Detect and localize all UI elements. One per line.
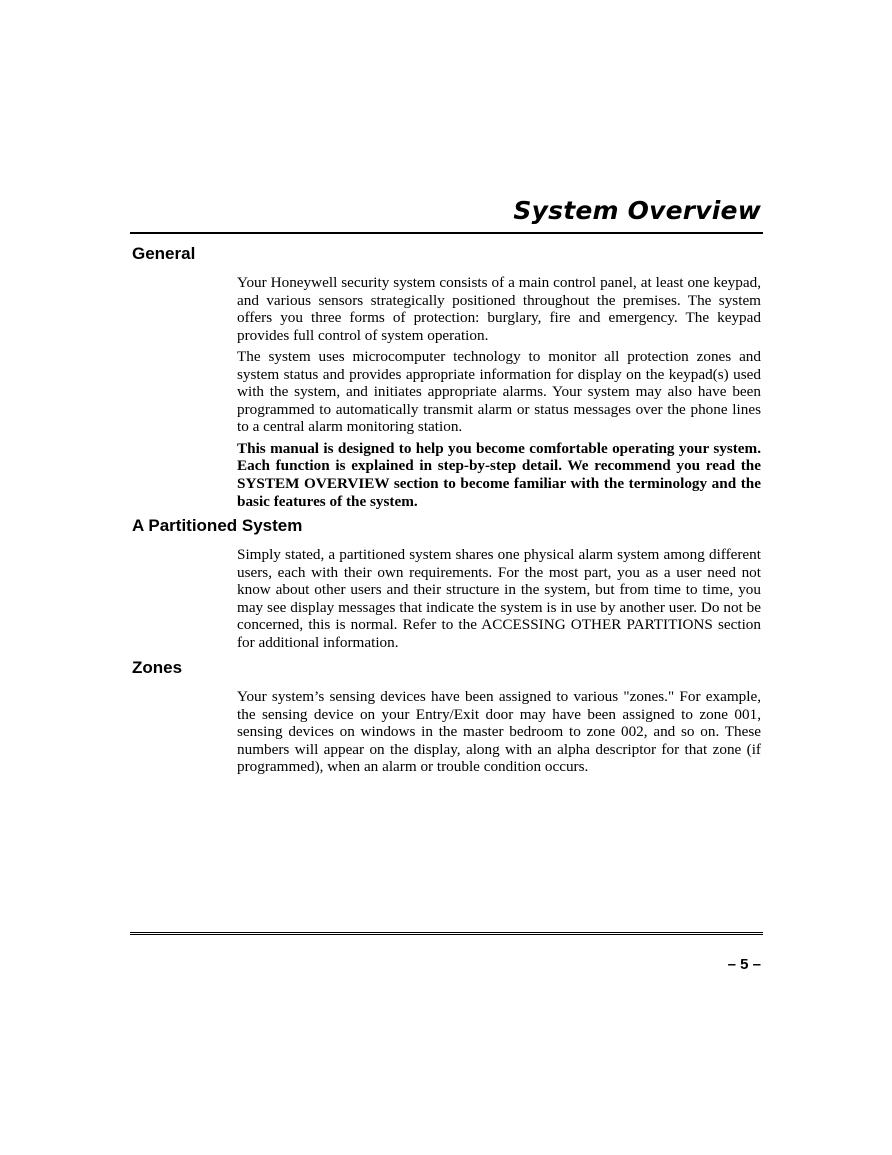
section-heading-general: General	[132, 244, 196, 263]
paragraph: Your Honeywell security system consists of a main control panel, at least one keypad, and various sensors strategically positioned throughout the premises. The system offers you three forms of protection: burglary, fire and emergency. The keypad provides full control of system operation.	[237, 274, 761, 344]
page-title: System Overview	[513, 196, 761, 225]
paragraph: Your system’s sensing devices have been assigned to various "zones." For example, the sensing device on your Entry/Exit door may have been assigned to zone 001, sensing devices on windows in the master bedroom to zone 002, and so on. These numbers will appear on the display, along with an alpha descriptor for that zone (if programmed), when an alarm or trouble condition occurs.	[237, 688, 761, 775]
section-body-zones	[237, 688, 761, 780]
section-body-partitioned-system	[237, 546, 761, 655]
title-rule	[130, 232, 763, 234]
section-heading-partitioned-system: A Partitioned System	[132, 516, 303, 535]
page-number: – 5 –	[727, 956, 761, 973]
section-heading-zones: Zones	[132, 658, 183, 677]
paragraph: The system uses microcomputer technology to monitor all protection zones and system status and provides appropriate information for display on the keypad(s) used with the system, and initiates appropriate alarms. Your system may also have been programmed to automatically transmit alarm or status messages over the phone lines to a central alarm monitoring station.	[237, 348, 761, 435]
section-body-general	[237, 274, 761, 515]
paragraph: Simply stated, a partitioned system shares one physical alarm system among different users, each with their own requirements. For the most part, you as a user need not know about other users and their structure in the system, but from time to time, you may see display messages that indicate the system is in use by another user. Do not be concerned, this is normal. Refer to the ACCESSING OTHER PARTITIONS section for additional information.	[237, 546, 761, 651]
footer-rule	[130, 932, 763, 935]
bold-paragraph: This manual is designed to help you become comfortable operating your system. Each function is explained in step-by-step detail. We recommend you read the SYSTEM OVERVIEW section to become familiar with the terminology and the basic features of the system.	[237, 439, 761, 510]
